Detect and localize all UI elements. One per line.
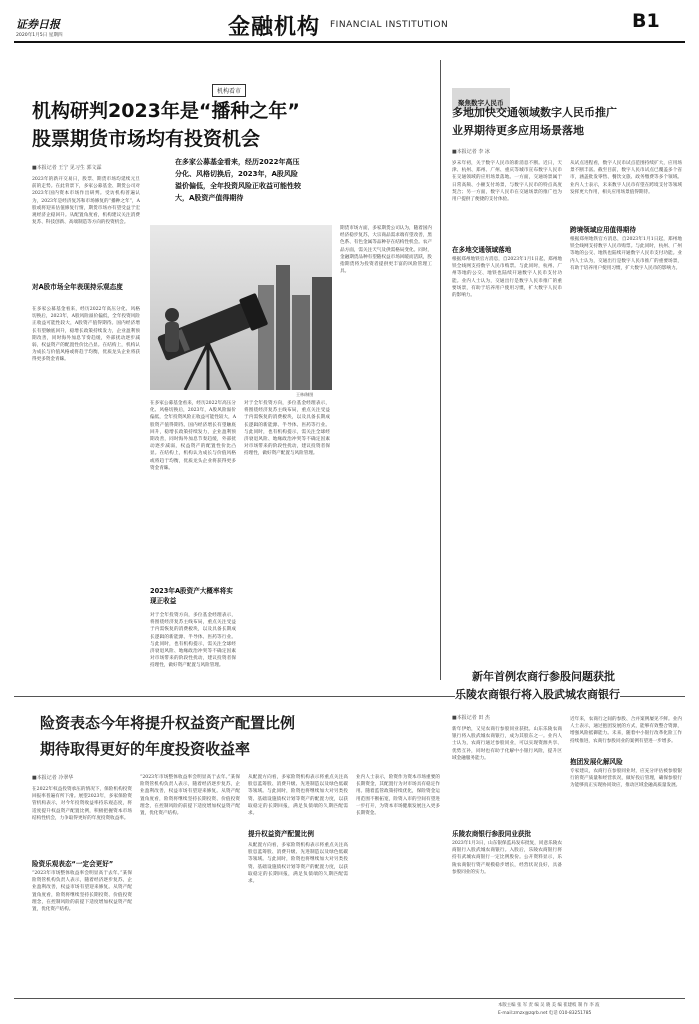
article2-body-col1: 在2022年权益投资承压的情况下，保险机构投资回报率普遍有所下滑。展望2023年，多家保险资管机构表示，对今年投资收益率持乐观态度，将适度提升权益资产配置比例，积极把握资本市场结构性机会，力争取得更好的年度投资收益率。 [32,787,132,821]
article1-subhead1: 对A股市场全年表现持乐观态度 [32,283,123,291]
article3-subhead1: 在多地交通领域落地 [452,246,512,254]
page-number: B1 [632,10,660,32]
headline-article4-line2: 乐陵农商银行将入股武城农商银行 [455,688,620,701]
masthead-rule [14,41,685,43]
section-title-cn: 金融机构 [228,15,321,40]
byline-article2: ■本报记者 冷翠华 [32,775,74,781]
byline-article3: ■本报记者 李 冰 [452,149,490,155]
headline-article3-line2: 业界期待更多应用场景落地 [452,124,584,137]
kicker-article3-label: 聚焦数字人民币 [458,99,504,107]
article1-subhead2: 2023年A股资产大概率将实现正收益 [150,587,233,605]
article2-body-col1-lower: “2023年市场整体收益率会明显高于去年。”某保险资管机构负责人表示，随着经济逐步复苏，企业盈利改善，权益市场有望迎来修复。从资产配置角度看，险资将继续坚持长期投资、价值投资理念，在控制风险的前提下适度增加权益资产配置，优化资产结构。 [32,871,132,913]
kicker-article1 [212,78,246,97]
article4-body-col2: 近年来，农商行之间的参股、合并案例屡见不鲜。业内人士表示，通过抱团发展的方式，能够有效整合资源，增强风险抵御能力。未来，随着中小银行改革化险工作持续推进，农商行参股同业的案例有望进一步增多。 [570,717,682,744]
article4-body-col2-lower: 专家建议，农商行在参股同业时，应充分评估被参股银行的资产质量和经营状况，做好投后管理，确保参股行为能够真正实现协同效应，推动区域金融高质量发展。 [570,769,682,789]
article1-body-intro: 2023年的新开交易日，股票、期货市场均延续元旦前的走势。在此背景下，多家公募基金、期货公司对2023年国内资本市场作出研判。受访机构普遍认为，2023年是经济复苏和市场修复的“播种之年”，A股或将迎来估值修复行情，期货市场亦有望受益于宏观经济企稳回升。从配置角度看，机构建议关注消费复苏、科技创新、高端制造等方向的投资机会。 [32,177,140,226]
headline-article1-line1: 机构研判2023年是“播种之年” [32,100,300,122]
article3-body-col1: 岁末年初，关于数字人民币的新消息不断。近日，天津、杭州、郑州、广州、重庆等城市宣布数字人民币在交通领域的应用场景落地。一方面，交通场景属于日常高频、小额支付场景，与数字人民币的特点高度契合；另一方面，数字人民币在交通场景的推广也为用户提供了便捷的支付体验。 [452,161,562,203]
article1-body-col2: 在多家公募基金看来，经历2022年高压分化、风格切换后，2023年，A股风险溢价偏低，全年投资风险正收益可能性较大，A股资产值得期待。国内经济增长有望触底回升，稳增长政策持续发力，企业盈利预期改善，同时海外加息节奏趋缓，外部扰动逐步减弱，权益资产的配置性价比凸显。在结构上，机构认为成长与价值风格或将趋于均衡，优质龙头企业将获得更多资金青睐。 [150,401,236,471]
article4-subhead1: 乐陵农商银行参股同业获批 [452,830,532,838]
article2-subhead2: 提升权益资产配置比例 [248,830,314,838]
article1-body-col4: 期货市场方面，多家期货公司认为，随着国内经济稳步复苏，大宗商品需求端有望改善，黑色系、有色金属等品种存在结构性机会。农产品方面，需关注天气及供需格局变化。同时，金融期货品种有望随权益市场回暖而活跃，股指期货将为投资者提供更丰富的风险管理工具。 [340,226,432,275]
article4-body-col1: 新年伊始，又见农商行参股同业获批。山东乐陵农商银行将入股武城农商银行，成为其股东之一。业内人士认为，农商行通过参股同业，可以实现资源共享、优势互补，同时也有助于化解中小银行风险，提升区域金融服务能力。 [452,727,562,761]
headline-article4-line1: 新年首例农商行参股问题获批 [472,670,615,683]
article1-body-col1-lower: 在多家公募基金看来，经历2022年高压分化、风格切换后，2023年，A股风险溢价偏低，全年投资风险正收益可能性较大，A股资产值得期待。国内经济增长有望触底回升，稳增长政策持续发力，企业盈利预期改善，同时海外加息节奏趋缓，外部扰动逐步减弱，权益资产的配置性价比凸显。在结构上，机构认为成长与价值风格或将趋于均衡，优质龙头企业将获得更多资金青睐。 [32,307,140,363]
article1-pull-quote: 在多家公募基金看来，经历2022年高压分化、风格切换后，2023年，A股风险溢价偏低，全年投资风险正收益可能性较大，A股资产值得期待 [175,158,301,202]
article4-body-col1-lower: 2023年1月3日，山东银保监局发布批复，同意乐陵农商银行入股武城农商银行。入股后，乐陵农商银行将持有武城农商银行一定比例股份。公开资料显示，乐陵农商银行资产规模稳步增长，经营状况良好，具备参股同业的实力。 [452,841,562,875]
headline-article2-line1: 险资表态今年将提升权益资产配置比例 [40,714,296,732]
article2-body-col4: 业内人士表示，险资作为资本市场重要的长期资金，其配置行为对市场具有稳定作用。随着监管政策持续优化，保险资金运用范围不断拓宽，险资入市的空间有望进一步打开，为资本市场健康发展注入更多长期资金。 [356,775,440,817]
footer-rule [14,998,685,999]
article1-body-col3: 对于全年投资方向，多位基金经理表示，将围绕经济复苏主线布局，重点关注受益于内需恢复的消费板块，以及具备长期成长逻辑的新能源、半导体、医药等行业。与此同时，也有机构提示，需关注全球经济衰退风险、地缘政治冲突等不确定因素对市场带来的阶段性扰动，建议投资者保持理性，做好资产配置与风险管理。 [244,401,330,457]
byline-article1: ■本报记者 王宁 见习生 郭文霖 [32,165,102,171]
article3-body-col1-lower: 根据郑州地铁官方消息，自2023年1月1日起，郑州地铁全线网支持数字人民币购票。与此同时，杭州、广州等地的公交、地铁也陆续开通数字人民币支付功能。业内人士认为，交通出行是数字人民币推广的重要场景，有助于培养用户使用习惯，扩大数字人民币的影响力。 [452,257,562,299]
article2-body-col2: “2023年市场整体收益率会明显高于去年。”某保险资管机构负责人表示，随着经济逐步复苏，企业盈利改善，权益市场有望迎来修复。从资产配置角度看，险资将继续坚持长期投资、价值投资理念，在控制风险的前提下适度增加权益资产配置，优化资产结构。 [140,775,240,817]
headline-article1-line2: 股票期货市场均有投资机会 [32,128,261,150]
section-title-en: FINANCIAL INSTITUTION [330,20,449,30]
article3-body-col2: 从试点进程看，数字人民币试点范围持续扩大，应用场景不断丰富。截至目前，数字人民币试点已覆盖多个省市，涵盖批发零售、餐饮文旅、政务缴费等多个领域。业内人士表示，未来数字人民币有望在跨境支付等领域发挥更大作用，相关应用场景值得期待。 [570,161,682,195]
footer-contact-line: E-mail:zmzx@zqrb.net 电话 010-83251785 [498,1011,592,1016]
article2-body-col3: 从配置方向看，多家险资机构表示将重点关注高股息蓝筹股、消费升级、先进制造以及绿色低碳等领域。与此同时，险资也将继续加大对另类投资、基础设施债权计划等资产的配置力度，以获取稳定的长期回报，满足负债端的久期匹配需求。 [248,775,348,817]
article3-body-col2-lower: 根据郑州地铁官方消息，自2023年1月1日起，郑州地铁全线网支持数字人民币购票。与此同时，杭州、广州等地的公交、地铁也陆续开通数字人民币支付功能。业内人士认为，交通出行是数字人民币推广的重要场景，有助于培养用户使用习惯，扩大数字人民币的影响力。 [570,237,682,271]
footer-editor-line: 本版主编 张 军 责 编 吴 晓 美 编 崔建岐 制 作 李 波 [498,1003,600,1008]
image-caption: 王林/制图 [296,392,314,397]
article2-body-col3-lower: 从配置方向看，多家险资机构表示将重点关注高股息蓝筹股、消费升级、先进制造以及绿色低碳等领域。与此同时，险资也将继续加大对另类投资、基础设施债权计划等资产的配置力度，以获取稳定的长期回报，满足负债端的久期匹配需求。 [248,843,348,885]
kicker-label: 机构看市 [212,84,246,97]
byline-article4: ■本报记者 田 杰 [452,715,490,721]
article1-body-col2-lower: 对于全年投资方向，多位基金经理表示，将围绕经济复苏主线布局，重点关注受益于内需恢复的消费板块，以及具备长期成长逻辑的新能源、半导体、医药等行业。与此同时，也有机构提示，需关注全球经济衰退风险、地缘政治冲突等不确定因素对市场带来的阶段性扰动，建议投资者保持理性，做好资产配置与风险管理。 [150,613,236,669]
headline-article2-line2: 期待取得更好的年度投资收益率 [40,740,251,758]
article3-subhead2: 跨境领域应用值得期待 [570,226,636,234]
article2-subhead1: 险资乐观表态“一定会更好” [32,860,114,868]
column-divider [440,60,441,680]
article4-subhead2: 抱团发展化解风险 [570,758,623,766]
masthead-paper-name: 证券日报 [16,18,60,31]
masthead-date-line: 2020年1月5日 星期四 [16,33,63,38]
headline-article3-line1: 多地加快交通领域数字人民币推广 [452,106,617,119]
telescope-illustration [150,225,332,390]
